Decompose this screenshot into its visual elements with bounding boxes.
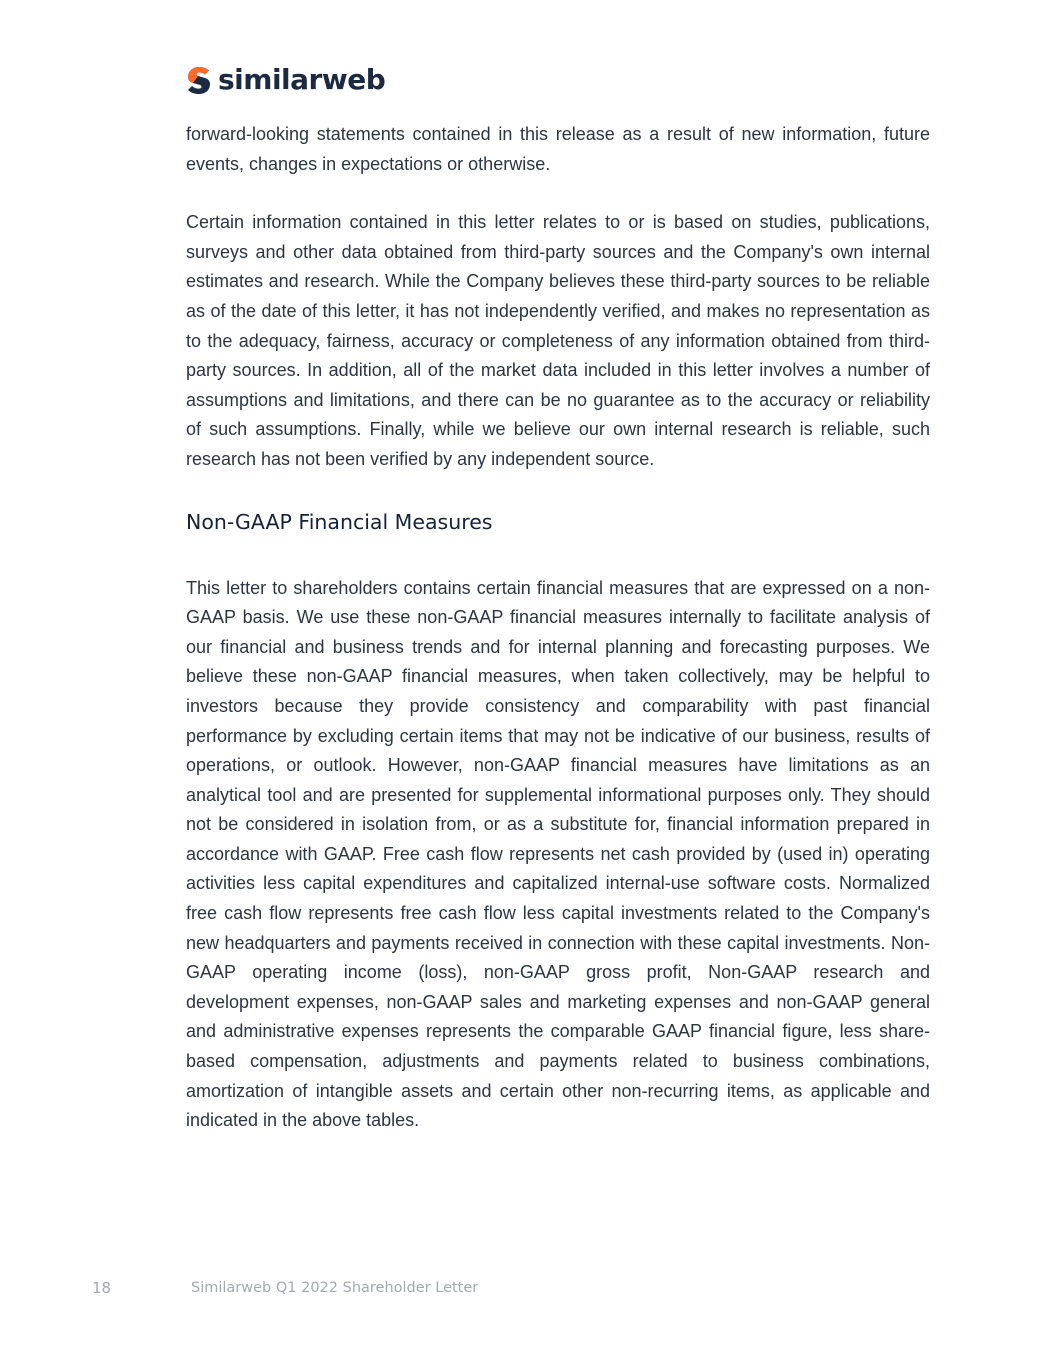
similarweb-logo-icon <box>186 65 212 95</box>
third-party-data-paragraph: Certain information contained in this letter relates to or is based on studies, publications, surveys and other data obtained from third-party sources and the Company's own internal estimates and research. While the Company believes these third-party sources to be reliable as of the date of this letter, it has not independently verified, and makes no representation as to the adequacy, fairness, accuracy or completeness of any information obtained from third-party sources. In addition, all of the market data included in this letter involves a number of assumptions and limitations, and there can be no guarantee as to the accuracy or reliability of such assumptions. Finally, while we believe our own internal research is reliable, such research has not been verified by any independent source. <box>186 212 930 469</box>
non-gaap-paragraph: This letter to shareholders contains certain financial measures that are expressed on a non-GAAP basis. We use these non-GAAP financial measures internally to facilitate analysis of our financial and business trends and for internal planning and forecasting purposes. We believe these non-GAAP financial measures, when taken collectively, may be helpful to investors because they provide consistency and comparability with past financial performance by excluding certain items that may not be indicative of our business, results of operations, or outlook. However, non-GAAP financial measures have limitations as an analytical tool and are presented for supplemental informational purposes only. They should not be considered in isolation from, or as a substitute for, financial information prepared in accordance with GAAP. Free cash flow represents net cash provided by (used in) operating activities less capital expenditures and capitalized internal-use software costs. Normalized free cash flow represents free cash flow less capital investments related to the Company's new headquarters and payments received in connection with these capital investments. Non-GAAP operating income (loss), non-GAAP gross profit, Non-GAAP research and development expenses, non-GAAP sales and marketing expenses and non-GAAP general and administrative expenses represents the comparable GAAP financial figure, less share-based compensation, adjustments and payments related to business combinations, amortization of intangible assets and certain other non-recurring items, as applicable and indicated in the above tables. <box>186 577 930 1131</box>
letter-body <box>186 120 930 1136</box>
page-number: 18 <box>92 1279 112 1297</box>
logo-wordmark: similarweb <box>218 63 386 96</box>
footer-document-title: Similarweb Q1 2022 Shareholder Letter <box>191 1280 479 1296</box>
forward-looking-paragraph: forward-looking statements contained in this release as a result of new information, future events, changes in expectations or otherwise. <box>186 124 930 174</box>
similarweb-logo <box>186 62 385 98</box>
section-heading: Non-GAAP Financial Measures <box>186 509 493 534</box>
